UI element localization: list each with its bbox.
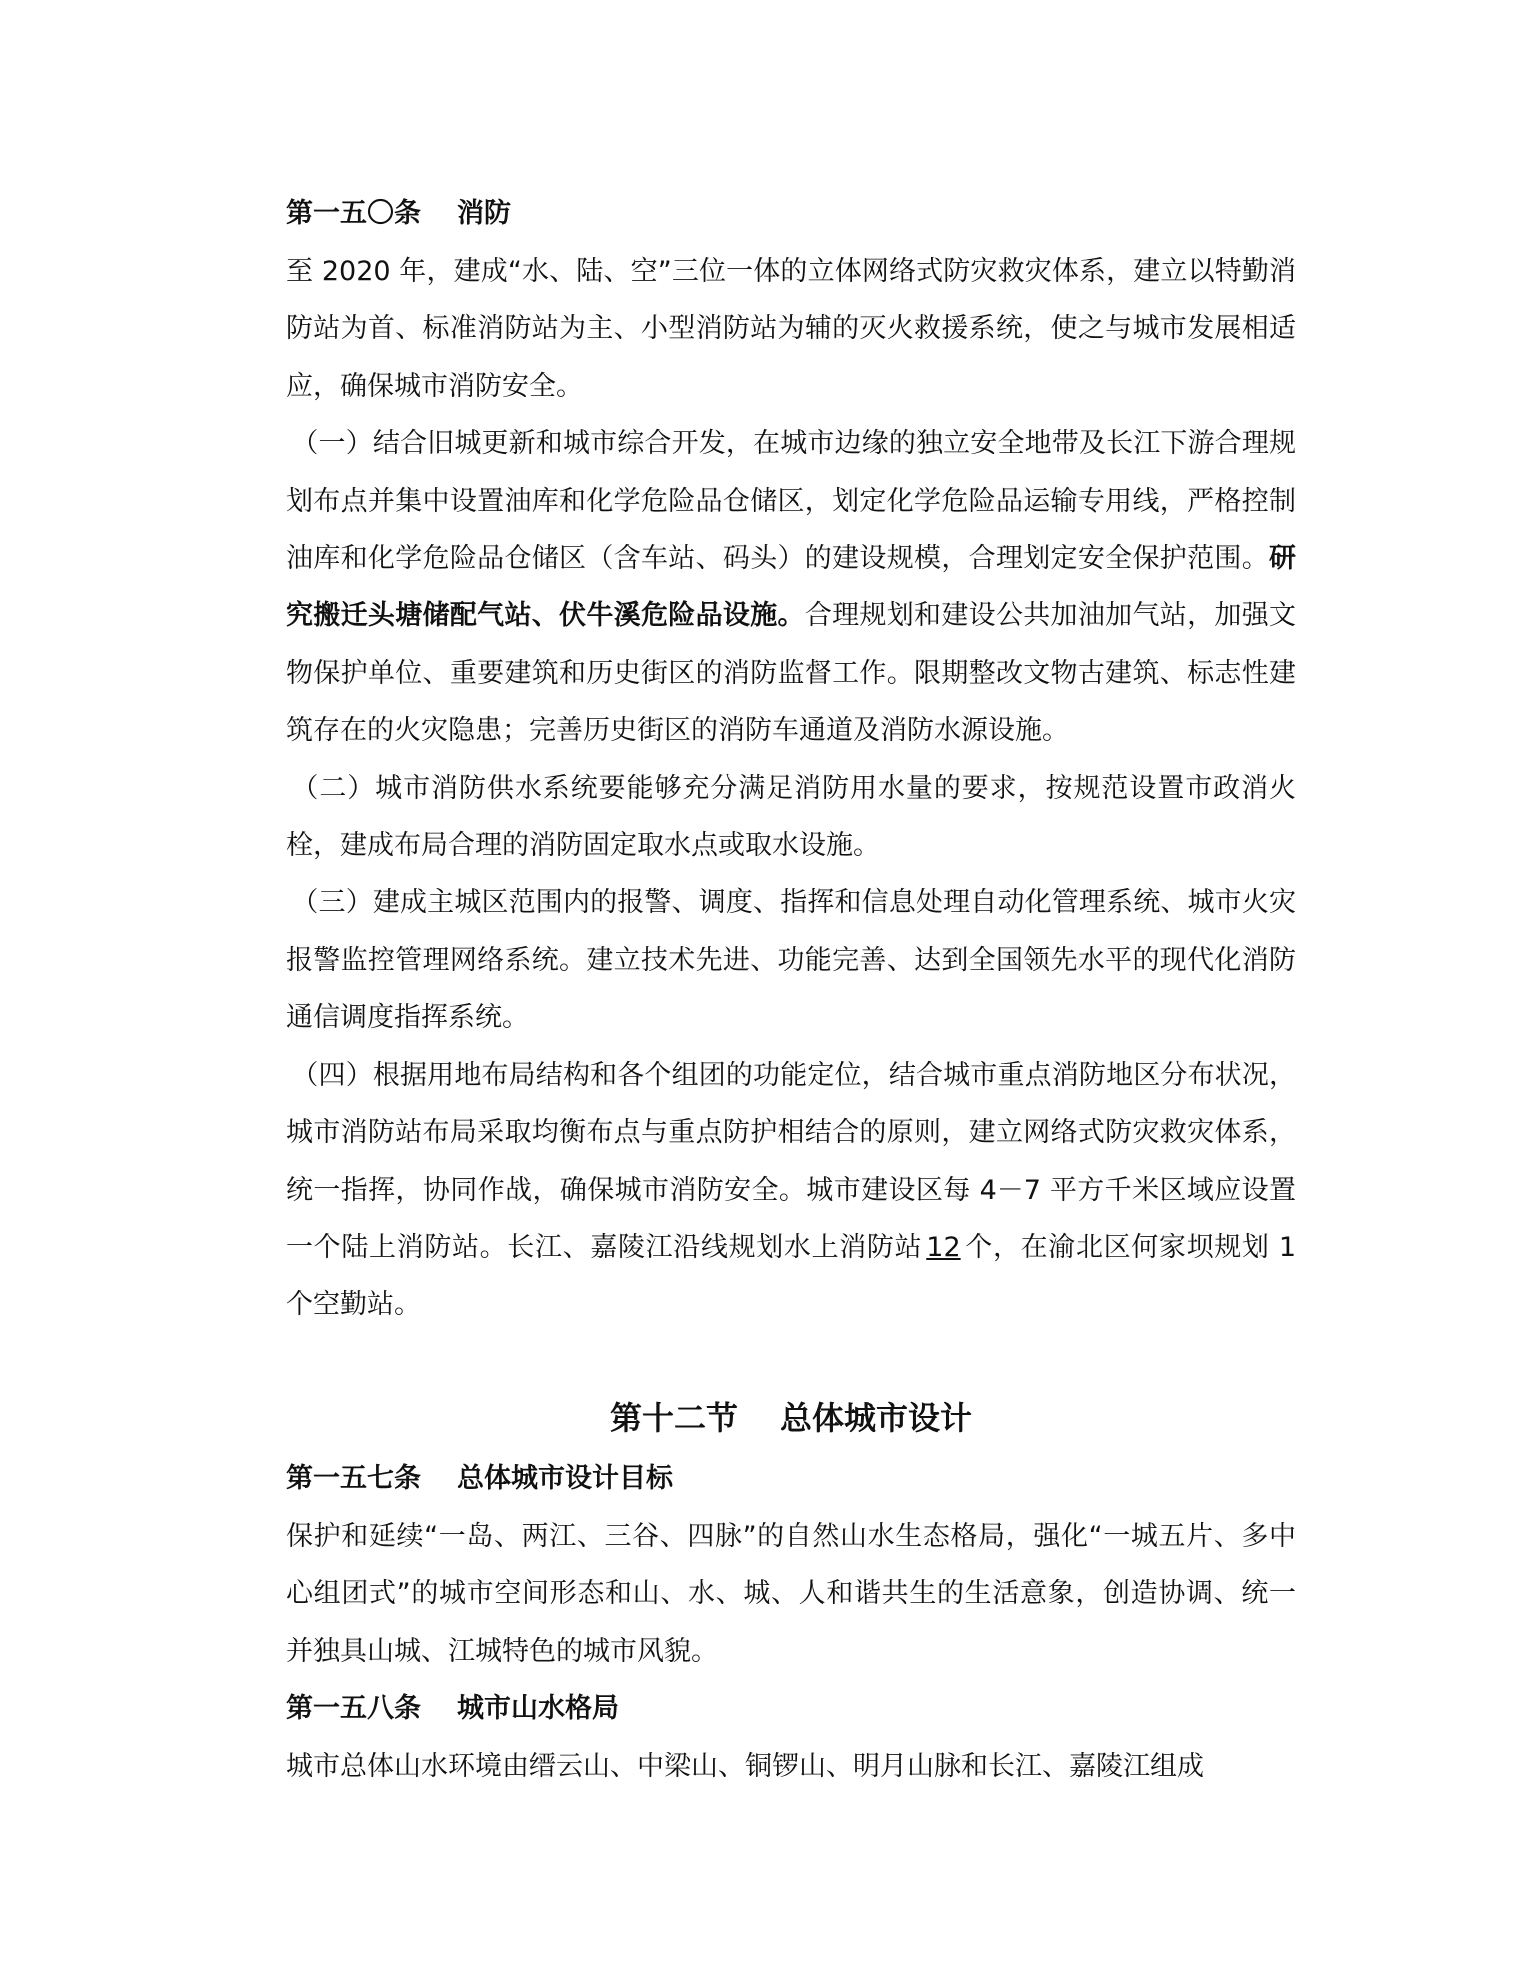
article-158-heading [286,1680,1296,1738]
article-150-item-4 [286,1047,1296,1334]
article-150-heading [286,185,1296,243]
section-12-title: 总体城市设计 [780,1398,973,1437]
article-157-title: 总体城市设计目标 [457,1462,673,1494]
article-150-item-2: （二）城市消防供水系统要能够充分满足消防用水量的要求，按规范设置市政消火栓，建成布局合理的消防固定取水点或取水设施。 [286,772,1296,862]
article-158-text: 城市总体山水环境由缙云山、中梁山、铜锣山、明月山脉和长江、嘉陵江组成 [286,1750,1204,1782]
document-page [286,185,1296,1795]
article-150-item-3: （三）建成主城区范围内的报警、调度、指挥和信息处理自动化管理系统、城市火灾报警监控管理网络系统。建立技术先进、功能完善、达到全国领先水平的现代化消防通信调度指挥系统。 [286,887,1296,1034]
article-158-title: 城市山水格局 [457,1692,619,1724]
article-150-number: 第一五〇条 [286,198,421,229]
article-150-item-1-rest: 合理规划和建设公共加油加气站，加强文物保护单位、重要建筑和历史街区的消防监督工作。限期整改文物古建筑、标志性建筑存在的火灾隐患；完善历史街区的消防车通道及消防水源设施。 [286,600,1297,747]
article-150-title: 消防 [457,198,511,229]
article-150-item-4-text: （四）根据用地布局结构和各个组团的功能定位，结合城市重点消防地区分布状况，城市消防站布局采取均衡布点与重点防护相结合的原则，建立网络式防灾救灾体系，统一指挥，协同作战，确保城市消防安全。城市建设区每 4－7 平方千米区域应设置一个陆上消防站。长江、嘉陵江沿线规划水上消防站 [286,1059,1296,1263]
article-150-item-1-bold: 研究搬迁头塘储配气站、伏牛溪危险品设施。 [286,543,1296,632]
article-157-number: 第一五七条 [286,1462,421,1494]
article-150-item-1 [286,415,1296,759]
article-157-heading [286,1450,1296,1508]
article-157-text: 保护和延续“一岛、两江、三谷、四脉”的自然山水生态格局，强化“一城五片、多中心组团式”的城市空间形态和山、水、城、人和谐共生的生活意象，创造协调、统一并独具山城、江城特色的城市风貌。 [286,1520,1296,1667]
article-150-item-4-rest: 个，在渝北区何家坝规划 1 个空勤站。 [286,1231,1297,1321]
article-158-number: 第一五八条 [286,1692,421,1724]
article-150-item-4-number: 12 [926,1231,961,1263]
article-150-intro: 至 2020 年，建成“水、陆、空”三位一体的立体网络式防灾救灾体系，建立以特勤消防站为首、标准消防站为主、小型消防站为辅的灭火救援系统，使之与城市发展相适应，确保城市消防安全。 [286,256,1296,402]
section-12-number: 第十二节 [609,1398,738,1437]
article-150-item-1-text: （一）结合旧城更新和城市综合开发，在城市边缘的独立安全地带及长江下游合理规划布点并集中设置油库和化学危险品仓储区，划定化学危险品运输专用线，严格控制油库和化学危险品仓储区（含车站、码头）的建设规模，合理划定安全保护范围。 [286,428,1296,575]
section-12-heading [286,1386,1296,1450]
